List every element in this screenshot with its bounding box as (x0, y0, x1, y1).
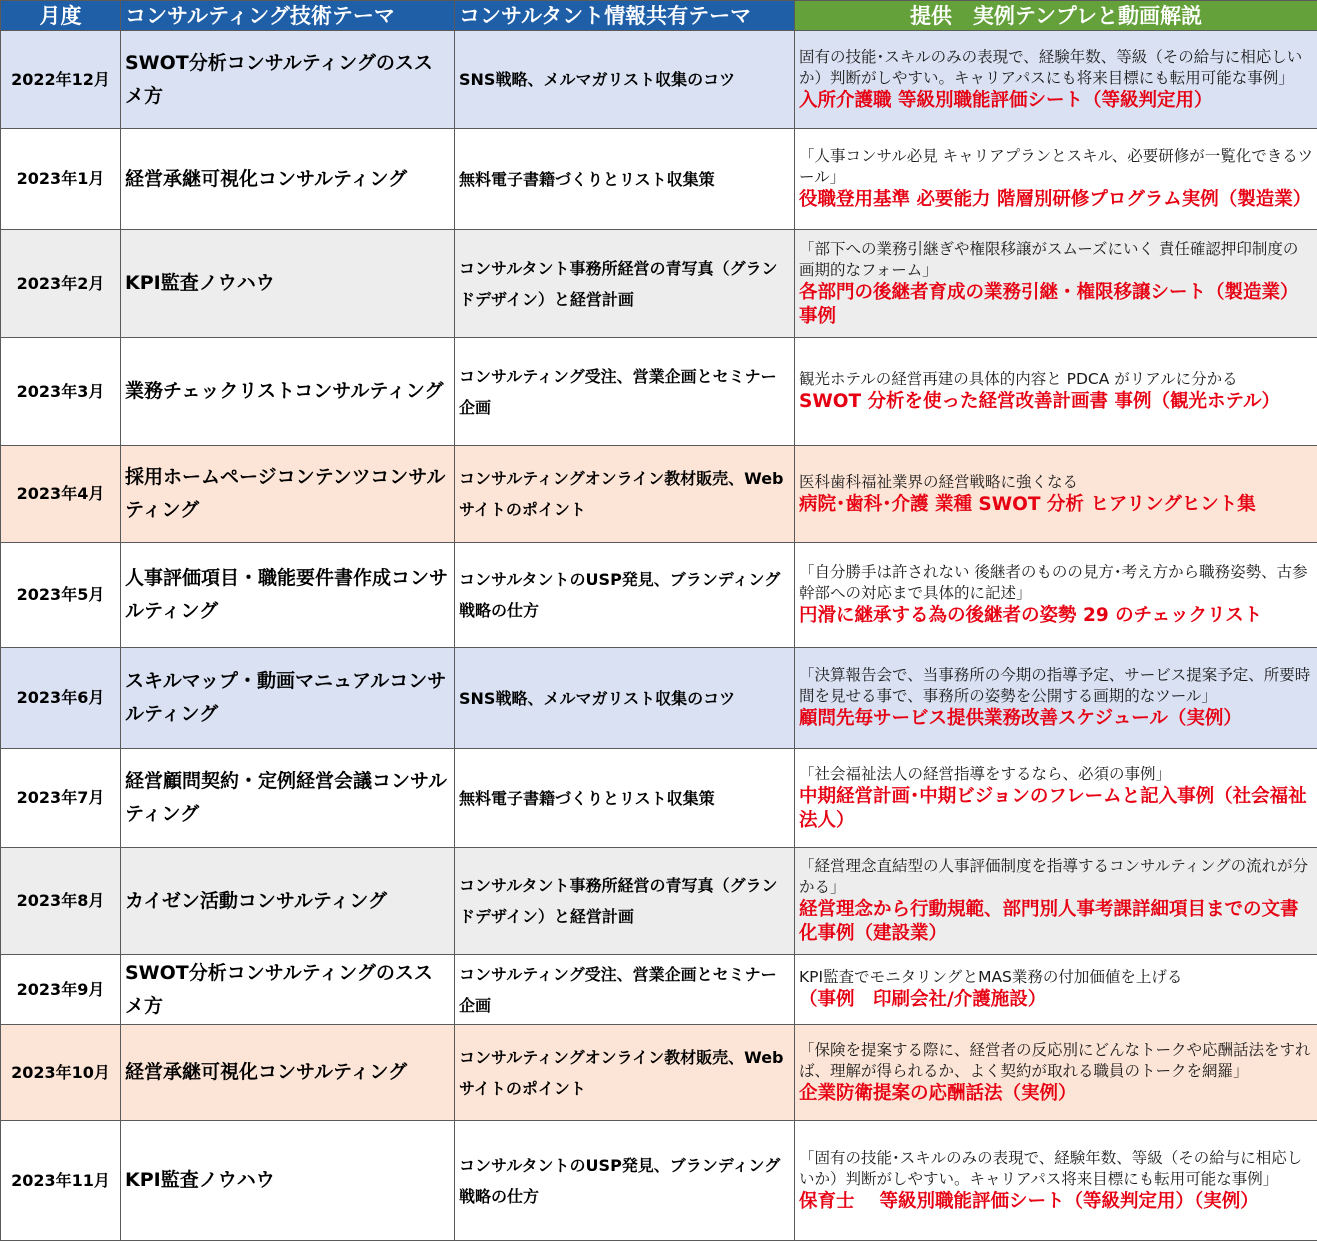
table-row (1, 955, 1317, 1025)
template-cell (795, 749, 1317, 848)
month-cell: 2023年4月 (1, 446, 121, 543)
template-description: 「部下への業務引継ぎや権限移譲がスムーズにいく 責任確認押印制度の画期的なフォーム」 (799, 239, 1299, 279)
header-template: 提供 実例テンプレと動画解説 (795, 1, 1317, 31)
month-cell: 2022年12月 (1, 31, 121, 129)
template-title: SWOT 分析を使った経営改善計画書 事例（観光ホテル） (799, 391, 1281, 412)
month-cell: 2023年8月 (1, 848, 121, 955)
template-title: 各部門の後継者育成の業務引継・権限移譲シート（製造業）事例 (799, 281, 1299, 327)
share-theme-cell: SNS戦略、メルマガリスト収集のコツ (455, 31, 795, 129)
template-title: 経営理念から行動規範、部門別人事考課詳細項目までの文書化事例（建設業） (799, 899, 1299, 944)
tech-theme-cell: SWOT分析コンサルティングのススメ方 (121, 31, 455, 129)
share-theme-cell: コンサルティングオンライン教材販売、Webサイトのポイント (455, 446, 795, 543)
template-cell (795, 129, 1317, 230)
table-row (1, 129, 1317, 230)
header-tech-theme: コンサルティング技術テーマ (121, 1, 455, 31)
share-theme-cell: 無料電子書籍づくりとリスト収集策 (455, 749, 795, 848)
template-description: 「経営理念直結型の人事評価制度を指導するコンサルティングの流れが分かる」 (799, 857, 1309, 896)
template-description: 「保険を提案する際に、経営者の反応別にどんなトークや応酬話法をすれば、理解が得られるか、よく契約が取れる職員のトークを網羅」 (799, 1040, 1311, 1080)
tech-theme-cell: SWOT分析コンサルティングのススメ方 (121, 955, 455, 1025)
template-title: 企業防衛提案の応酬話法（実例） (799, 1082, 1077, 1104)
template-cell (795, 955, 1317, 1025)
month-cell: 2023年5月 (1, 543, 121, 648)
template-title: 病院･歯科･介護 業種 SWOT 分析 ヒアリングヒント集 (799, 493, 1256, 515)
share-theme-cell: コンサルティングオンライン教材販売、Webサイトのポイント (455, 1025, 795, 1121)
table-row (1, 749, 1317, 848)
template-cell (795, 1025, 1317, 1121)
share-theme-cell: SNS戦略、メルマガリスト収集のコツ (455, 648, 795, 749)
tech-theme-cell: 人事評価項目・職能要件書作成コンサルティング (121, 543, 455, 648)
month-cell: 2023年11月 (1, 1121, 121, 1241)
table-row (1, 230, 1317, 338)
header-month: 月度 (1, 1, 121, 31)
share-theme-cell: コンサルタント事務所経営の青写真（グランドデザイン）と経営計画 (455, 230, 795, 338)
template-cell (795, 31, 1317, 129)
table-row (1, 1025, 1317, 1121)
table-body (1, 31, 1317, 1241)
tech-theme-cell: 経営承継可視化コンサルティング (121, 129, 455, 230)
month-cell: 2023年10月 (1, 1025, 121, 1121)
tech-theme-cell: カイゼン活動コンサルティング (121, 848, 455, 955)
table-row (1, 648, 1317, 749)
template-title: 顧問先毎サービス提供業務改善スケジュール（実例） (799, 708, 1242, 729)
table-row (1, 543, 1317, 648)
template-title: 入所介護職 等級別職能評価シート（等級判定用） (799, 89, 1213, 111)
template-description: 「人事コンサル必見 キャリアプランとスキル、必要研修が一覧化できるツール」 (799, 147, 1313, 186)
share-theme-cell: コンサルティング受注、営業企画とセミナー企画 (455, 338, 795, 446)
template-description: 固有の技能･スキルのみの表現で、経験年数、等級（その給与に相応しいか）判断がしやすい。キャリアパスにも将来目標にも転用可能な事例」 (799, 47, 1303, 87)
template-cell (795, 1121, 1317, 1241)
template-description: 「決算報告会で、当事務所の今期の指導予定、サービス提案予定、所要時間を見せる事で、事務所の姿勢を公開する画期的なツール」 (799, 666, 1311, 705)
template-title: 役職登用基準 必要能力 階層別研修プログラム実例（製造業） (799, 189, 1312, 210)
table-row (1, 848, 1317, 955)
share-theme-cell: コンサルタントのUSP発見、ブランディング戦略の仕方 (455, 543, 795, 648)
table-row (1, 31, 1317, 129)
share-theme-cell: コンサルティング受注、営業企画とセミナー企画 (455, 955, 795, 1025)
template-title: （事例 印刷会社/介護施設） (799, 989, 1047, 1010)
template-title: 保育士 等級別職能評価シート（等級判定用）（実例） (799, 1190, 1259, 1212)
template-description: 医科歯科福祉業界の経営戦略に強くなる (799, 472, 1079, 491)
template-title: 円滑に継承する為の後継者の姿勢 29 のチェックリスト (799, 605, 1263, 626)
month-cell: 2023年2月 (1, 230, 121, 338)
template-title: 中期経営計画･中期ビジョンのフレームと記入事例（社会福祉法人） (799, 785, 1307, 831)
month-cell: 2023年1月 (1, 129, 121, 230)
template-description: 「固有の技能･スキルのみの表現で、経験年数、等級（その給与に相応しいか）判断がしやすい。キャリアパス将来目標にも転用可能な事例」 (799, 1148, 1303, 1188)
template-cell (795, 338, 1317, 446)
table-row (1, 338, 1317, 446)
share-theme-cell: コンサルタントのUSP発見、ブランディング戦略の仕方 (455, 1121, 795, 1241)
tech-theme-cell: 経営顧問契約・定例経営会議コンサルティング (121, 749, 455, 848)
table-row (1, 446, 1317, 543)
template-description: KPI監査でモニタリングとMAS業務の付加価値を上げる (799, 968, 1183, 986)
template-description: 「社会福祉法人の経営指導をするなら、必須の事例」 (799, 764, 1172, 783)
tech-theme-cell: 経営承継可視化コンサルティング (121, 1025, 455, 1121)
month-cell: 2023年9月 (1, 955, 121, 1025)
template-cell (795, 446, 1317, 543)
share-theme-cell: 無料電子書籍づくりとリスト収集策 (455, 129, 795, 230)
tech-theme-cell: スキルマップ・動画マニュアルコンサルティング (121, 648, 455, 749)
template-cell (795, 543, 1317, 648)
header-row (1, 1, 1317, 31)
template-description: 「自分勝手は許されない 後継者のものの見方･考え方から職務姿勢、古参幹部への対応まで具体的に記述」 (799, 563, 1308, 602)
tech-theme-cell: KPI監査ノウハウ (121, 1121, 455, 1241)
month-cell: 2023年3月 (1, 338, 121, 446)
table-row (1, 1121, 1317, 1241)
template-cell (795, 230, 1317, 338)
tech-theme-cell: 業務チェックリストコンサルティング (121, 338, 455, 446)
header-share-theme: コンサルタント情報共有テーマ (455, 1, 795, 31)
tech-theme-cell: 採用ホームページコンテンツコンサルティング (121, 446, 455, 543)
template-description: 観光ホテルの経営再建の具体的内容と PDCA がリアルに分かる (799, 370, 1238, 388)
tech-theme-cell: KPI監査ノウハウ (121, 230, 455, 338)
month-cell: 2023年6月 (1, 648, 121, 749)
share-theme-cell: コンサルタント事務所経営の青写真（グランドデザイン）と経営計画 (455, 848, 795, 955)
template-cell (795, 848, 1317, 955)
template-cell (795, 648, 1317, 749)
month-cell: 2023年7月 (1, 749, 121, 848)
